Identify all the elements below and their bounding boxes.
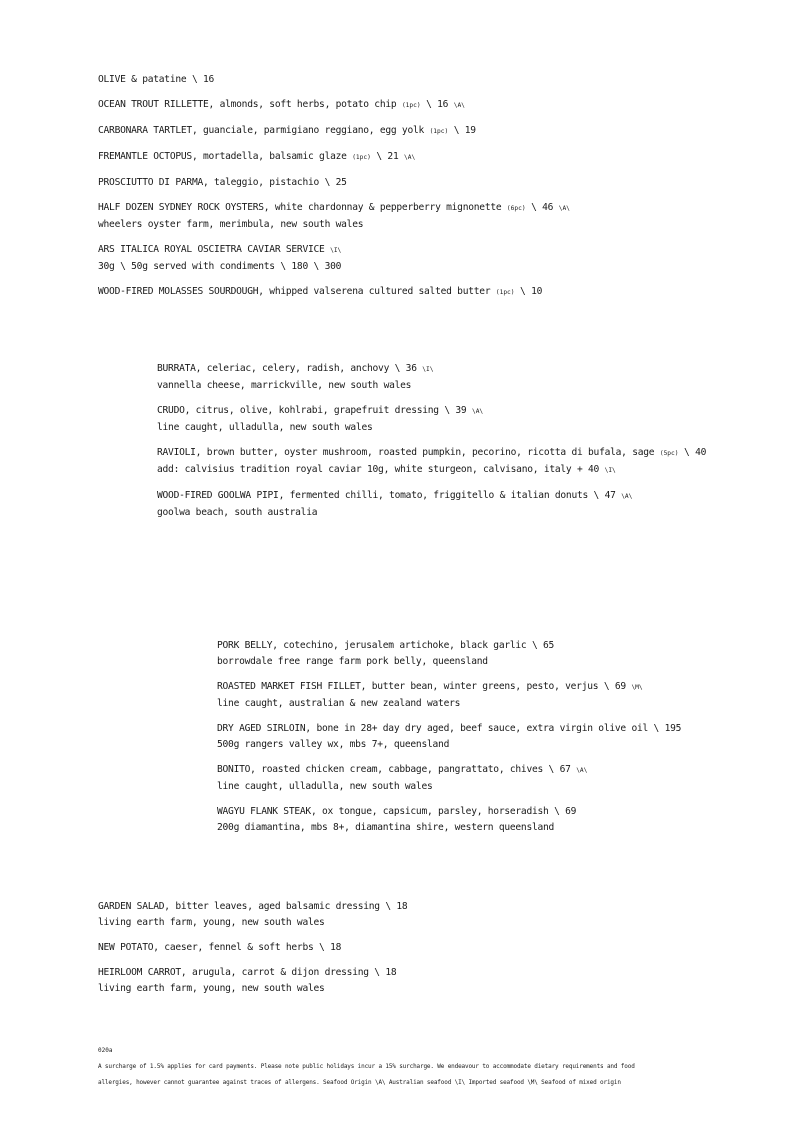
menu-item <box>157 361 706 394</box>
menu-item-description <box>157 462 706 479</box>
menu-item-title <box>217 638 681 654</box>
entrees-section <box>157 361 706 530</box>
menu-item-description <box>98 981 407 997</box>
menu-item <box>98 72 570 88</box>
menu-item-title <box>98 123 570 140</box>
menu-item-description-text: 30g \ 50g served with condiments \ 180 \ 300 <box>98 261 342 272</box>
menu-item-tag: (1pc) <box>352 154 371 161</box>
menu-item-description <box>217 779 681 795</box>
menu-item-description <box>157 378 706 394</box>
menu-item <box>98 123 570 140</box>
menu-item-tag: \A\ <box>621 493 633 500</box>
mains-section <box>217 638 681 845</box>
menu-item-name: PROSCIUTTO DI PARMA, taleggio, pistachio \ 25 <box>98 177 347 188</box>
menu-item-name: CARBONARA TARTLET, guanciale, parmigiano reggiano, egg yolk <box>98 125 430 136</box>
sides-section <box>98 899 407 1006</box>
footer-note-line-2: allergies, however cannot guarantee against traces of allergens. Seafood Origin \A\ Australian seafood \I\ Imported seafood \M\ Seafood of mixed origin <box>98 1079 621 1086</box>
menu-item-name: WOOD-FIRED MOLASSES SOURDOUGH, whipped valserena cultured salted butter <box>98 286 496 297</box>
menu-item-title <box>98 97 570 114</box>
menu-item-name: BONITO, roasted chicken cream, cabbage, pangrattato, chives \ 67 <box>217 764 577 775</box>
menu-item <box>217 638 681 670</box>
menu-item-name: WAGYU FLANK STEAK, ox tongue, capsicum, parsley, horseradish \ 69 <box>217 806 577 817</box>
menu-item-tag: \I\ <box>422 366 434 373</box>
menu-item-tag: \M\ <box>631 684 643 691</box>
menu-item-description-text: line caught, ulladulla, new south wales <box>217 781 433 792</box>
menu-item-title <box>157 445 706 462</box>
menu-item-description-text: add: calvisius tradition royal caviar 10g, white sturgeon, calvisano, italy + 40 <box>157 464 605 475</box>
menu-item <box>98 149 570 166</box>
menu-item-title <box>98 200 570 217</box>
menu-item-description <box>98 217 570 233</box>
menu-item <box>217 679 681 712</box>
menu-item-description <box>157 505 706 521</box>
menu-item-description-text: living earth farm, young, new south wales <box>98 983 325 994</box>
footer <box>98 1046 738 1091</box>
menu-item <box>98 899 407 931</box>
menu-item-price: \ 40 <box>678 447 707 458</box>
menu-item-name: GARDEN SALAD, bitter leaves, aged balsamic dressing \ 18 <box>98 901 408 912</box>
menu-item-tag: \A\ <box>576 767 588 774</box>
menu-item-name: ROASTED MARKET FISH FILLET, butter bean, winter greens, pesto, verjus \ 69 <box>217 681 632 692</box>
menu-item-price: \ 21 <box>370 151 404 162</box>
menu-item <box>157 403 706 436</box>
menu-item-tag: (1pc) <box>401 102 421 109</box>
menu-item-description <box>98 259 570 275</box>
menu-item-description <box>98 915 407 931</box>
menu-item-price: \ 16 <box>420 99 454 110</box>
menu-item-description-text: line caught, australian & new zealand waters <box>217 698 461 709</box>
menu-item-description-text: goolwa beach, south australia <box>157 507 318 518</box>
menu-item-title <box>217 762 681 779</box>
menu-item-name: RAVIOLI, brown butter, oyster mushroom, roasted pumpkin, pecorino, ricotta di bufala, sage <box>157 447 660 458</box>
menu-item-origin-tag: \A\ <box>453 102 465 109</box>
menu-item <box>217 762 681 795</box>
menu-item-name: OCEAN TROUT RILLETTE, almonds, soft herbs, potato chip <box>98 99 402 110</box>
snacks-section <box>98 72 570 310</box>
menu-item-name: OLIVE & patatine \ 16 <box>98 74 215 85</box>
menu-item-description-text: 500g rangers valley wx, mbs 7+, queensland <box>217 739 450 750</box>
menu-item <box>217 721 681 753</box>
menu-item-name: PORK BELLY, cotechino, jerusalem artichoke, black garlic \ 65 <box>217 640 555 651</box>
menu-item <box>98 175 570 191</box>
menu-item-name: HEIRLOOM CARROT, arugula, carrot & dijon dressing \ 18 <box>98 967 397 978</box>
menu-item-title <box>217 804 681 820</box>
menu-item-description <box>217 696 681 712</box>
menu-item-title <box>157 361 706 378</box>
menu-item-origin-tag: \I\ <box>604 467 616 474</box>
menu-item-description-text: wheelers oyster farm, merimbula, new south wales <box>98 219 364 230</box>
menu-item-description <box>217 820 681 836</box>
menu-item-tag: (1pc) <box>495 289 515 296</box>
menu-item-origin-tag: \A\ <box>404 154 416 161</box>
menu-item <box>157 488 706 521</box>
menu-item-description-text: vannella cheese, marrickville, new south wales <box>157 380 412 391</box>
menu-item-tag: \I\ <box>330 247 342 254</box>
menu-item-description <box>217 737 681 753</box>
menu-item-description-text: line caught, ulladulla, new south wales <box>157 422 373 433</box>
menu-item-tag: (6pc) <box>506 205 526 212</box>
menu-item-name: FREMANTLE OCTOPUS, mortadella, balsamic glaze <box>98 151 353 162</box>
menu-item-price: \ 10 <box>514 286 543 297</box>
menu-item-title <box>98 72 570 88</box>
menu-item-title <box>98 242 570 259</box>
menu-item-title <box>98 940 407 956</box>
menu-item-description <box>157 420 706 436</box>
menu-item <box>157 445 706 479</box>
menu-item <box>217 804 681 836</box>
menu-item-title <box>98 899 407 915</box>
menu-item <box>98 940 407 956</box>
menu-item-description-text: borrowdale free range farm pork belly, queensland <box>217 656 488 667</box>
menu-item-tag: (1pc) <box>429 128 449 135</box>
menu-item-description-text: 200g diamantina, mbs 8+, diamantina shire, western queensland <box>217 822 555 833</box>
footer-note-line-1: A surcharge of 1.5% applies for card payments. Please note public holidays incur a 15% surcharge. We endeavour to accommodate dietary requirements and food <box>98 1063 635 1070</box>
menu-item <box>98 242 570 275</box>
menu-item-price: \ 46 <box>525 202 559 213</box>
menu-item-tag: (5pc) <box>659 450 679 457</box>
menu-item-title <box>98 965 407 981</box>
menu-item <box>98 284 570 301</box>
menu-item-name: WOOD-FIRED GOOLWA PIPI, fermented chilli, tomato, friggitello & italian donuts \ 47 <box>157 490 622 501</box>
menu-item-name: DRY AGED SIRLOIN, bone in 28+ day dry aged, beef sauce, extra virgin olive oil \ 195 <box>217 723 682 734</box>
menu-item-title <box>98 149 570 166</box>
menu-item-title <box>217 721 681 737</box>
menu-item-title <box>98 175 570 191</box>
menu-item <box>98 965 407 997</box>
menu-item-name: ARS ITALICA ROYAL OSCIETRA CAVIAR SERVICE <box>98 244 331 255</box>
menu-item-title <box>98 284 570 301</box>
menu-item-tag: \A\ <box>471 408 484 415</box>
menu-item-title <box>217 679 681 696</box>
menu-item-description <box>217 654 681 670</box>
menu-item-price: \ 19 <box>448 125 476 136</box>
menu-item <box>98 97 570 114</box>
menu-item-origin-tag: \A\ <box>558 205 570 212</box>
menu-code: 020a <box>98 1047 113 1054</box>
menu-item-name: HALF DOZEN SYDNEY ROCK OYSTERS, white chardonnay & pepperberry mignonette <box>98 202 507 213</box>
menu-item <box>98 200 570 233</box>
menu-item-name: CRUDO, citrus, olive, kohlrabi, grapefruit dressing \ 39 <box>157 405 472 416</box>
menu-item-name: BURRATA, celeriac, celery, radish, anchovy \ 36 <box>157 363 423 374</box>
menu-item-name: NEW POTATO, caeser, fennel & soft herbs \ 18 <box>98 942 342 953</box>
menu-item-description-text: living earth farm, young, new south wales <box>98 917 325 928</box>
menu-item-title <box>157 403 706 420</box>
menu-item-title <box>157 488 706 505</box>
